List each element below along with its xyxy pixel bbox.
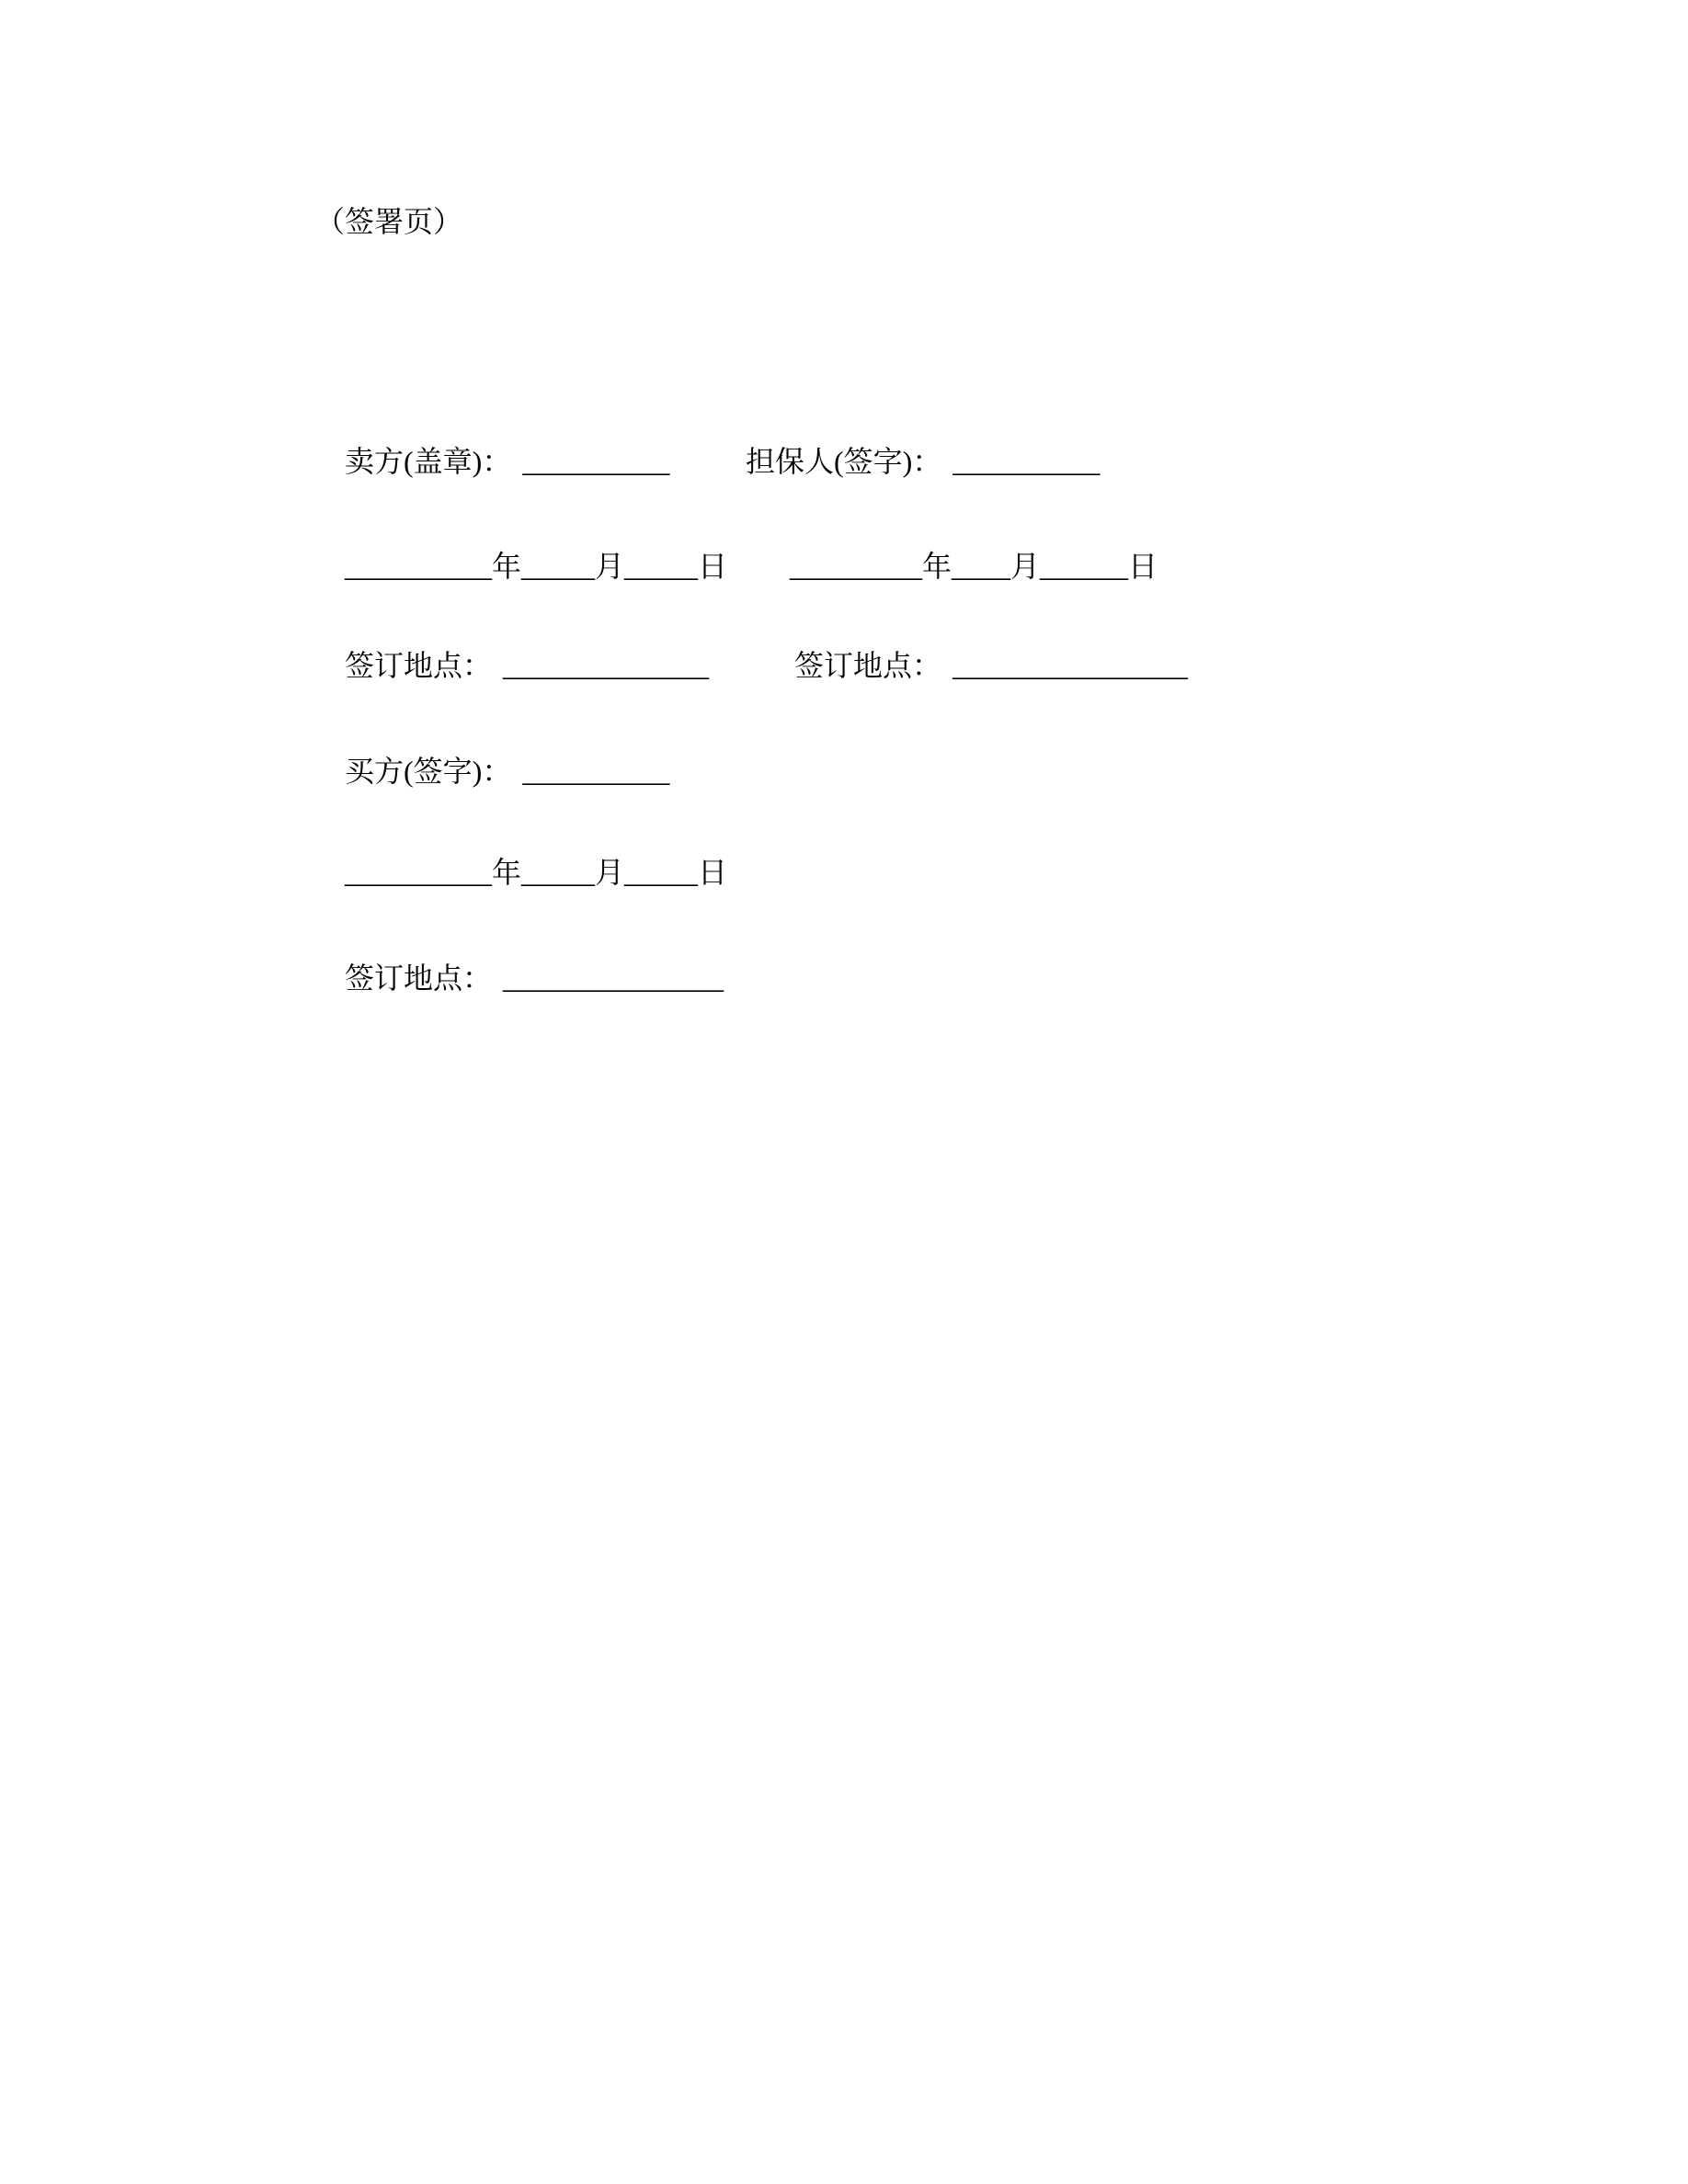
month-blank: ____: [952, 550, 1011, 583]
day-blank: _____: [624, 550, 699, 583]
year-label: 年: [492, 550, 522, 583]
signing-place-blank: _______________: [503, 961, 724, 995]
signing-place-blank: ______________: [503, 649, 710, 682]
year-label: 年: [492, 856, 522, 889]
day-blank: ______: [1040, 550, 1129, 583]
day-label: 日: [698, 856, 728, 889]
day-label: 日: [1128, 550, 1158, 583]
year-label: 年: [922, 550, 952, 583]
signing-place-blank: ________________: [952, 649, 1189, 682]
month-label: 月: [1010, 550, 1041, 583]
seller-seal-label: 卖方(盖章)：: [345, 445, 512, 478]
signing-place-label: 签订地点：: [794, 649, 942, 682]
buyer-sign-blank: __________: [522, 755, 670, 788]
signing-place-label: 签订地点：: [345, 961, 493, 995]
page-title: （签署页）: [315, 205, 463, 238]
day-blank: _____: [624, 856, 699, 889]
month-blank: _____: [521, 856, 596, 889]
guarantor-sign-label: 担保人(签字)：: [746, 445, 942, 478]
month-label: 月: [595, 856, 625, 889]
month-blank: _____: [521, 550, 596, 583]
guarantor-place-line: [765, 602, 1188, 729]
guarantor-sign-blank: __________: [952, 445, 1101, 478]
year-blank: _________: [790, 550, 922, 583]
seller-seal-blank: __________: [522, 445, 670, 478]
signing-place-label: 签订地点：: [345, 649, 493, 682]
month-label: 月: [595, 550, 625, 583]
buyer-place-line: [315, 915, 724, 1041]
year-blank: __________: [345, 856, 492, 889]
year-blank: __________: [345, 550, 492, 583]
buyer-sign-label: 买方(签字)：: [345, 755, 512, 788]
day-label: 日: [698, 550, 728, 583]
